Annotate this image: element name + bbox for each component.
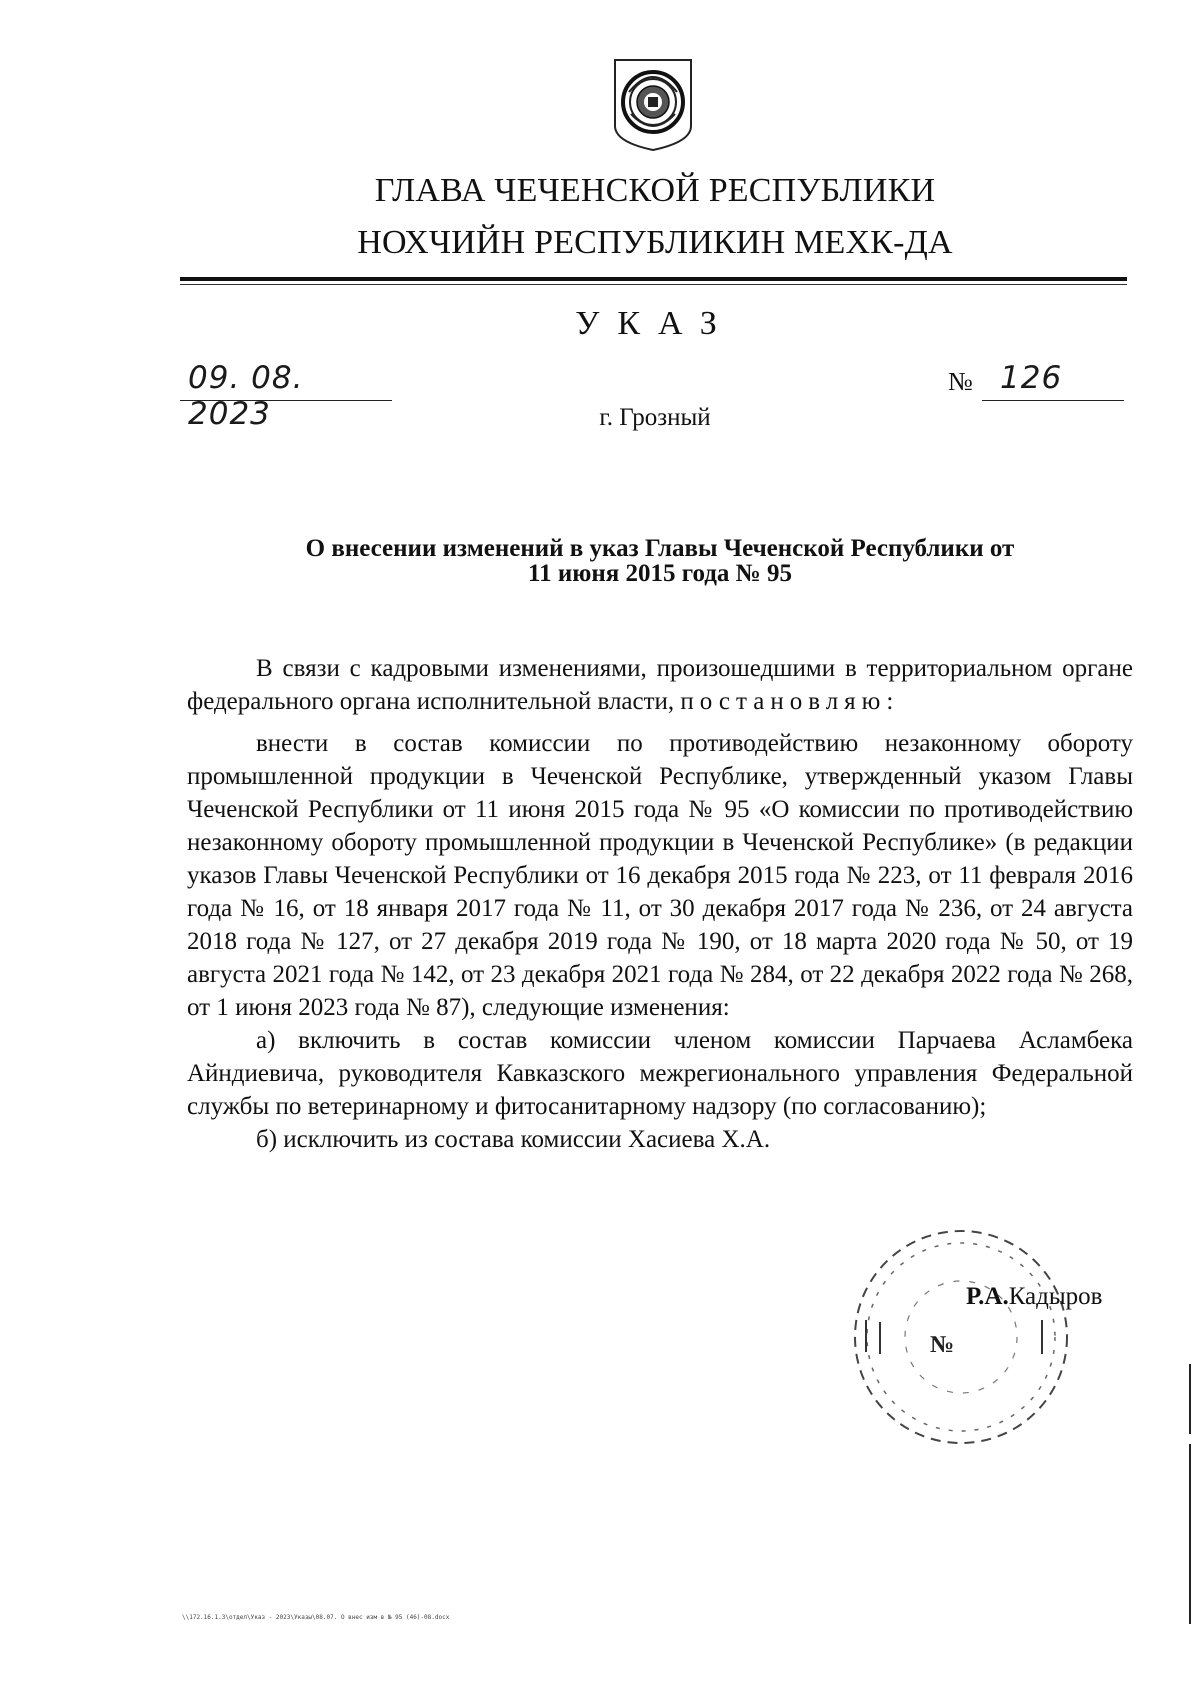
document-type: УКАЗ [575, 305, 735, 342]
preamble-text: В связи с кадровыми изменениями, произошедшими в территориальном органе федерального органа исполнительной власти, [187, 655, 1133, 715]
handwritten-date: 09. 08. 2023 [188, 360, 304, 432]
issuer-title-chechen: НОХЧИЙН РЕСПУБЛИКИН МЕХК-ДА [357, 224, 953, 261]
paragraph-amendment: внести в состав комиссии по противодействию незаконному обороту промышленной продукции в Чеченской Республике, утвержденный указом Главы Чеченской Республики от 11 июня 2015 года № 95 «О комиссии по противодействию незаконному обороту промышленной продукции в Чеченской Республике» (в редакции указов Главы Чеченской Республики от 16 декабря 2015 года № 223, от 11 февраля 2016 года № 16, от 18 января 2017 года № 11, от 30 декабря 2017 года № 236, от 24 августа 2018 года № 127, от 27 декабря 2019 года № 190, от 18 марта 2020 года № 50, от 19 августа 2021 года № 142, от 23 декабря 2021 года № 284, от 22 декабря 2022 года № 268, от 1 июня 2023 года № 87), следующие изменения: [187, 730, 1133, 1021]
city: г. Грозный [599, 404, 711, 431]
margin-mark [1189, 1444, 1191, 1624]
header-divider-thin [180, 284, 1127, 285]
official-seal-stamp [846, 1222, 1076, 1452]
paragraph-item-a: а) включить в состав комиссии членом комиссии Парчаева Асламбека Айндиевича, руководителя Кавказского межрегионального управления Федеральной службы по ветеринарному и фитосанитарному надзору (по согласованию); [187, 1027, 1133, 1120]
file-path-footer: \\172.16.1.3\отдел\Указ - 2023\Указы\08.07. О внес изм в № 95 (46)-08.docx [182, 1614, 450, 1621]
stamp-number-mark: № [930, 1332, 955, 1358]
issuer-title: ГЛАВА ЧЕЧЕНСКОЙ РЕСПУБЛИКИ [374, 172, 936, 209]
signature-block [966, 1283, 1102, 1311]
signatory-initials: Р.А. [966, 1283, 1009, 1310]
number-label: № [948, 367, 973, 396]
number-field [982, 362, 1124, 401]
header-divider [180, 277, 1127, 281]
decree-title: О внесении изменений в указ Главы Чеченской Республики от 11 июня 2015 года № 95 [305, 535, 1015, 587]
date-field [180, 360, 392, 432]
paragraph-item-b: б) исключить из состава комиссии Хасиева Х.А. [256, 1126, 771, 1153]
decree-body [187, 652, 1133, 1156]
handwritten-number: 126 [1000, 360, 1063, 396]
coat-of-arms-emblem [611, 56, 695, 152]
decree-word: постановляю: [680, 688, 900, 715]
margin-mark [1189, 1364, 1191, 1434]
paragraph-preamble [187, 652, 1133, 718]
signatory-surname: Кадыров [1008, 1283, 1103, 1310]
